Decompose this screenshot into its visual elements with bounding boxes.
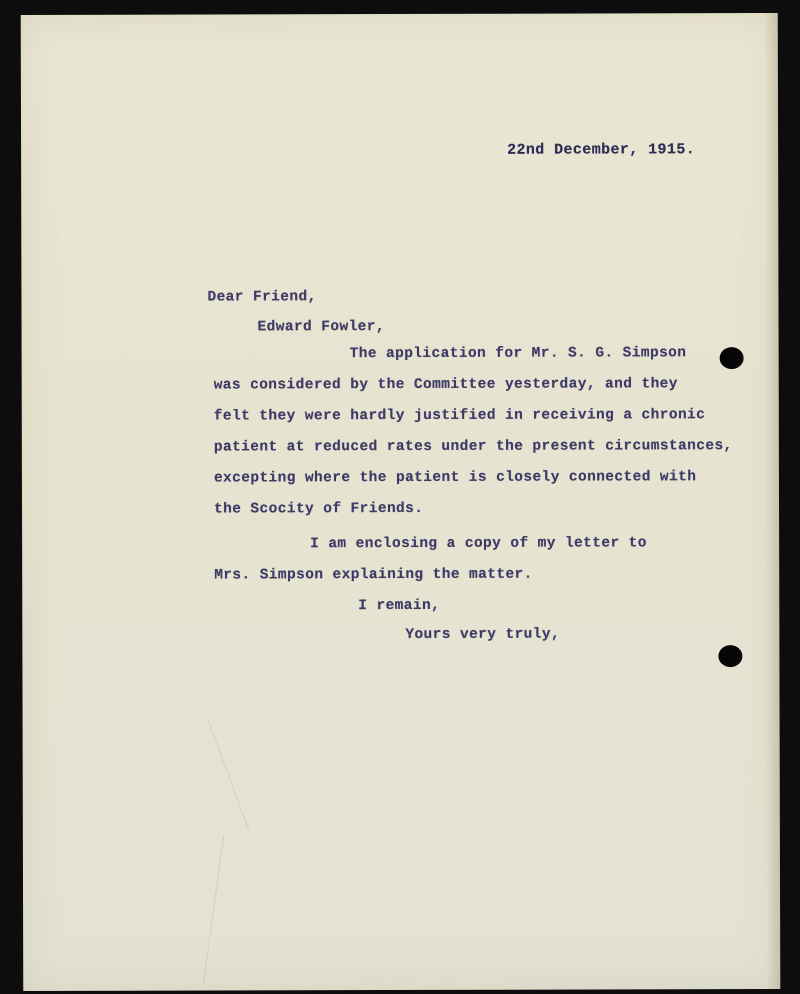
letter-signoff: Yours very truly,: [405, 626, 561, 643]
punch-hole: [718, 645, 742, 667]
paragraph-2-line: Mrs. Simpson explaining the matter.: [214, 566, 533, 584]
paragraph-2-line: I am enclosing a copy of my letter to: [310, 535, 647, 553]
paragraph-1-line: The application for Mr. S. G. Simpson: [349, 345, 687, 363]
paragraph-1-line: the Scocity of Friends.: [213, 500, 424, 518]
letter-salutation: Dear Friend,: [207, 289, 317, 306]
paper-crease: [207, 718, 249, 831]
letter-sheet: [21, 13, 781, 991]
paragraph-1-line: was considered by the Committee yesterday, and they: [213, 376, 678, 394]
letter-recipient: Edward Fowler,: [257, 319, 385, 336]
paragraph-1-line: felt they were hardly justified in receiving a chronic: [213, 407, 706, 425]
letter-date: 22nd December, 1915.: [507, 141, 696, 159]
punch-hole: [720, 347, 744, 369]
paragraph-1-line: patient at reduced rates under the present circumstances,: [213, 438, 733, 456]
paper-edge-shadow: [764, 13, 781, 989]
paragraph-1-line: excepting where the patient is closely connected with: [213, 469, 697, 487]
paper-crease: [203, 835, 224, 984]
letter-closing: I remain,: [358, 597, 441, 615]
